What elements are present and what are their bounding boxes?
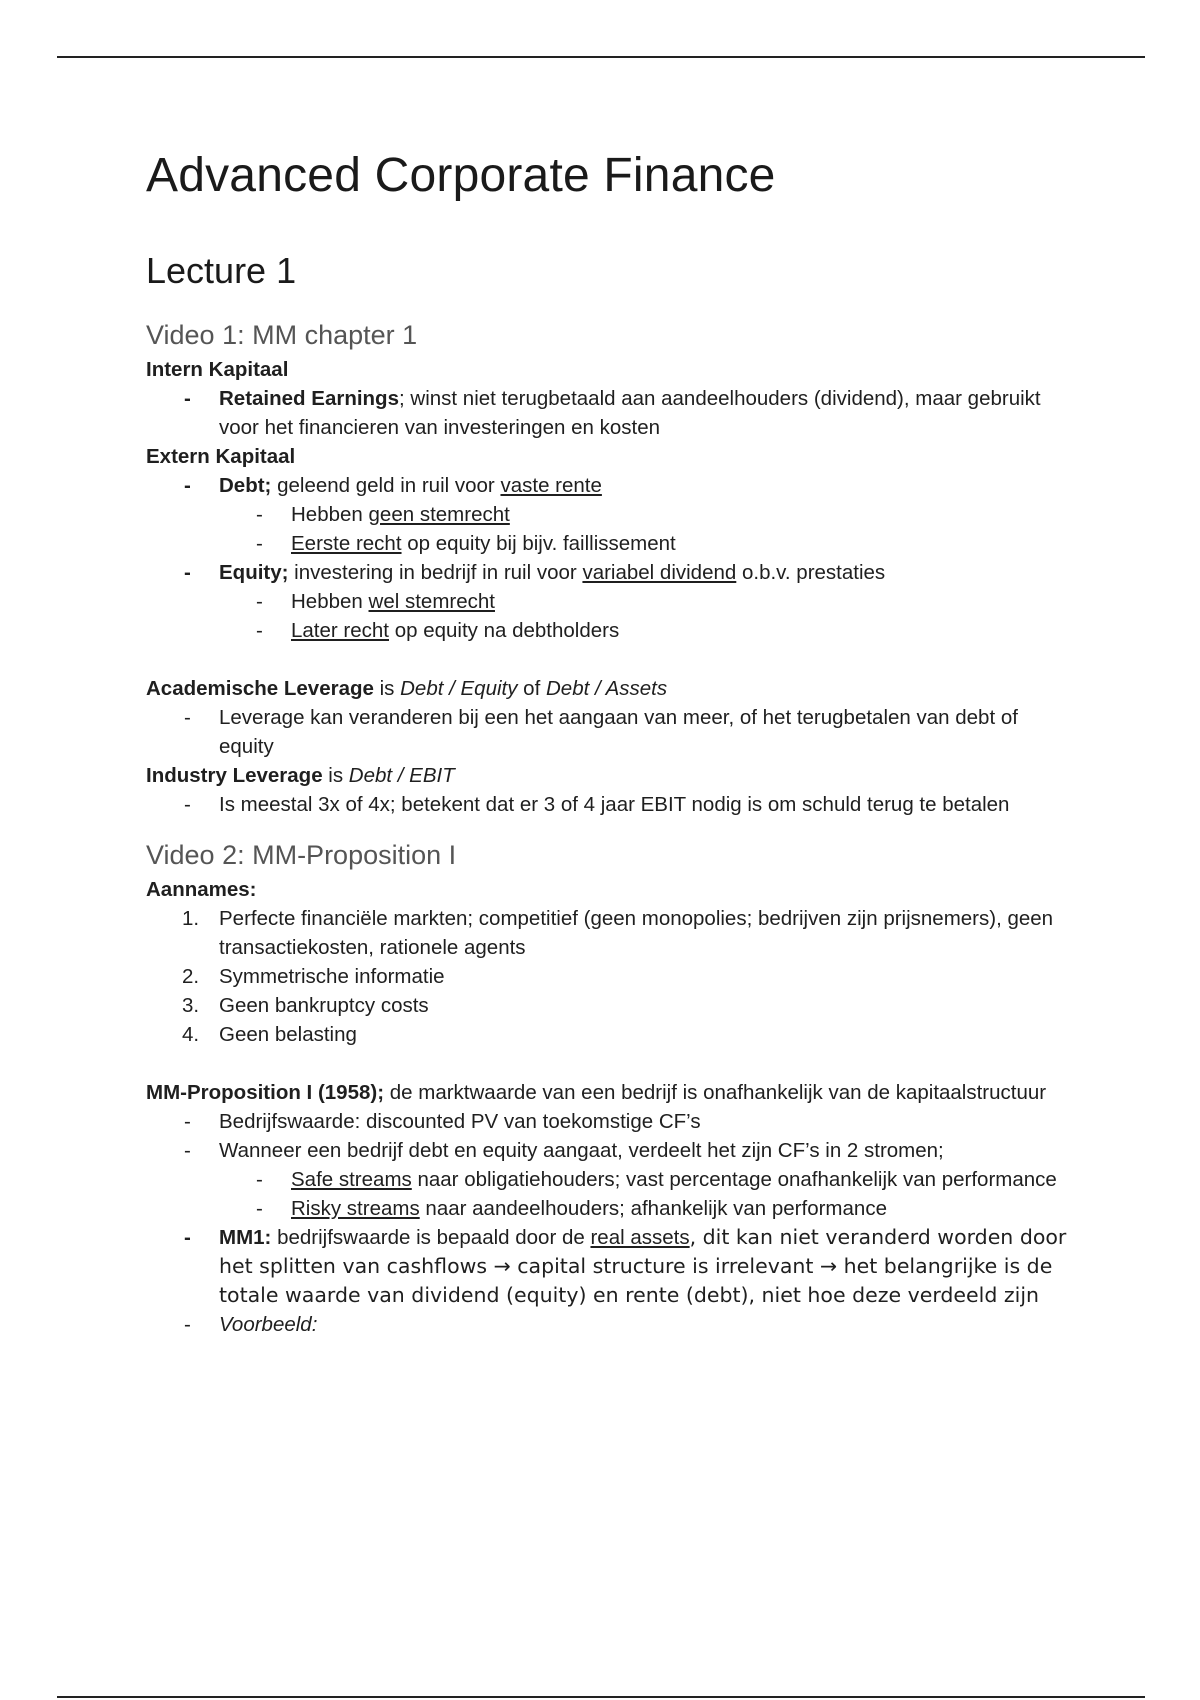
mm-list [146, 1107, 1076, 1339]
bullet-marker: - [256, 503, 263, 526]
bullet-marker: - [184, 474, 191, 497]
list-number: 3. [182, 994, 200, 1017]
video2-heading: Video 2: MM-Proposition I [146, 840, 457, 870]
assumptions-label: Aannames: [146, 878, 257, 901]
list-number: 1. [182, 907, 200, 930]
bullet-marker: - [256, 590, 263, 613]
list-item: - Equity; investering in bedrijf in ruil voor variabel dividend o.b.v. prestaties [146, 558, 1076, 587]
bottom-rule [57, 1696, 1145, 1698]
list-number: 4. [182, 1023, 200, 1046]
list-item: - Wanneer een bedrijf debt en equity aangaat, verdeelt het zijn CF’s in 2 stromen; [146, 1136, 1076, 1165]
list-item: - Eerste recht op equity bij bijv. faillissement [146, 529, 1076, 558]
list-item: 2. Symmetrische informatie [146, 962, 1076, 991]
list-item: - Voorbeeld: [146, 1310, 1076, 1339]
bullet-marker: - [184, 387, 191, 410]
industry-leverage-definition: Industry Leverage is Debt / EBIT [146, 764, 455, 787]
bullet-marker: - [256, 532, 263, 555]
bullet-marker: - [184, 1110, 191, 1133]
intern-list [146, 384, 1076, 442]
bullet-marker: - [184, 793, 191, 816]
list-item: - Debt; geleend geld in ruil voor vaste rente [146, 471, 1076, 500]
list-item: - Hebben wel stemrecht [146, 587, 1076, 616]
bullet-marker: - [256, 1168, 263, 1191]
list-item: 3. Geen bankruptcy costs [146, 991, 1076, 1020]
list-item: - Later recht op equity na debtholders [146, 616, 1076, 645]
intern-kapitaal-label: Intern Kapitaal [146, 358, 289, 381]
document-title: Advanced Corporate Finance [146, 149, 776, 202]
assumptions-list [146, 904, 1076, 1049]
bullet-marker: - [184, 1226, 191, 1249]
extern-kapitaal-label: Extern Kapitaal [146, 445, 296, 468]
academic-list [146, 703, 1076, 761]
list-item: - Leverage kan veranderen bij een het aangaan van meer, of het terugbetalen van debt of equity [146, 703, 1076, 761]
extern-list [146, 471, 1076, 645]
bullet-marker: - [184, 706, 191, 729]
list-item: - Hebben geen stemrecht [146, 500, 1076, 529]
list-item: - Retained Earnings; winst niet terugbetaald aan aandeelhouders (dividend), maar gebruikt voor het financieren van investeringen en kosten [146, 384, 1076, 442]
list-item: - Bedrijfswaarde: discounted PV van toekomstige CF’s [146, 1107, 1076, 1136]
list-item: - MM1: bedrijfswaarde is bepaald door de real assets, dit kan niet veranderd worden door het splitten van cashflows → capital structure is irrelevant → het belangrijke is de totale waarde van dividend (equity) en rente (debt), niet hoe deze verdeeld zijn [184, 1225, 1067, 1307]
list-item: - Safe streams naar obligatiehouders; vast percentage onafhankelijk van performance [146, 1165, 1076, 1194]
lecture-heading: Lecture 1 [146, 250, 297, 291]
bullet-marker: - [256, 1197, 263, 1220]
list-item: - Risky streams naar aandeelhouders; afhankelijk van performance [146, 1194, 1076, 1223]
document-body [146, 148, 1076, 1339]
bullet-marker: - [184, 561, 191, 584]
list-item: - Is meestal 3x of 4x; betekent dat er 3 of 4 jaar EBIT nodig is om schuld terug te betalen [146, 790, 1076, 819]
list-item: 4. Geen belasting [146, 1020, 1076, 1049]
academic-leverage-definition: Academische Leverage is Debt / Equity of Debt / Assets [146, 677, 668, 700]
bullet-marker: - [184, 1139, 191, 1162]
list-item: 1. Perfecte financiële markten; competitief (geen monopolies; bedrijven zijn prijsnemers), geen transactiekosten, rationele agents [146, 904, 1076, 962]
industry-list [146, 790, 1076, 819]
top-rule [57, 56, 1145, 58]
bullet-marker: - [256, 619, 263, 642]
bullet-marker: - [184, 1313, 191, 1336]
mm-proposition-definition: MM-Proposition I (1958); de marktwaarde van een bedrijf is onafhankelijk van de kapitaalstructuur [146, 1081, 1047, 1104]
list-number: 2. [182, 965, 200, 988]
video1-heading: Video 1: MM chapter 1 [146, 320, 418, 350]
